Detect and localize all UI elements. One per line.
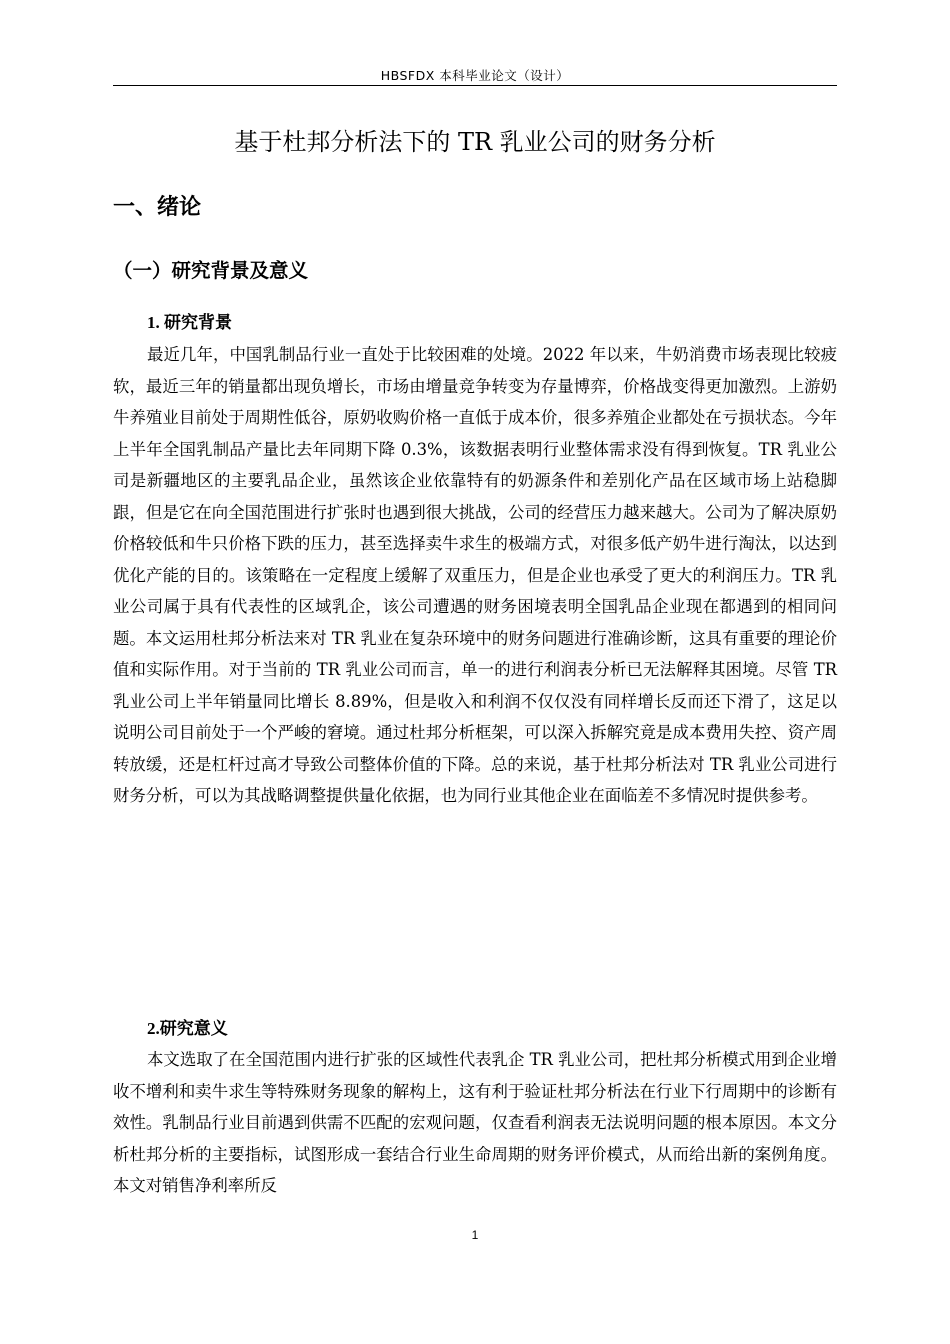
running-header: HBSFDX 本科毕业论文（设计）: [380, 68, 570, 83]
section-heading: 一、绪论: [113, 195, 202, 220]
subsection-heading: （一）研究背景及意义: [113, 259, 309, 282]
document-title: 基于杜邦分析法下的 TR 乳业公司的财务分析: [234, 128, 716, 156]
paragraph-research-background: 最近几年，中国乳制品行业一直处于比较困难的处境。2022 年以来，牛奶消费市场表现比较疲软，最近三年的销量都出现负增长，市场由增量竞争转变为存量博弈，价格战变得更加激烈。上游奶牛养殖业目前处于周期性低谷，原奶收购价格一直低于成本价，很多养殖企业都处在亏损状态。今年上半年全国乳制品产量比去年同期下降 0.3%，该数据表明行业整体需求没有得到恢复。TR 乳业公司是新疆地区的主要乳品企业，虽然该企业依靠特有的奶源条件和差别化产品在区域市场上站稳脚跟，但是它在向全国范围进行扩张时也遇到很大挑战，公司的经营压力越来越大。公司为了解决原奶价格较低和牛只价格下跌的压力，甚至选择卖牛求生的极端方式，对很多低产奶牛进行淘汰，以达到优化产能的目的。该策略在一定程度上缓解了双重压力，但是企业也承受了更大的利润压力。TR 乳业公司属于具有代表性的区域乳企，该公司遭遇的财务困境表明全国乳品企业现在都遇到的相同问题。本文运用杜邦分析法来对 TR 乳业在复杂环境中的财务问题进行准确诊断，这具有重要的理论价值和实际作用。对于当前的 TR 乳业公司而言，单一的进行利润表分析已无法解释其困境。尽管 TR 乳业公司上半年销量同比增长 8.89%，但是收入和利润不仅仅没有同样增长反而还下滑了，这足以说明公司目前处于一个严峻的窘境。通过杜邦分析框架，可以深入拆解究竟是成本费用失控、资产周转放缓，还是杠杆过高才导致公司整体价值的下降。总的来说，基于杜邦分析法对 TR 乳业公司进行财务分析，可以为其战略调整提供量化依据，也为同行业其他企业在面临差不多情况时提供参考。: [113, 345, 837, 805]
header-rule: [113, 85, 837, 86]
page-number: 1: [471, 1228, 479, 1242]
part-heading-research-significance: 2.研究意义: [147, 1019, 228, 1038]
part-heading-research-background: 1. 研究背景: [147, 313, 232, 332]
paragraph-research-significance: 本文选取了在全国范围内进行扩张的区域性代表乳企 TR 乳业公司，把杜邦分析模式用到企业增收不增利和卖牛求生等特殊财务现象的解构上，这有利于验证杜邦分析法在行业下行周期中的诊断有效性。乳制品行业目前遇到供需不匹配的宏观问题，仅查看利润表无法说明问题的根本原因。本文分析杜邦分析的主要指标，试图形成一套结合行业生命周期的财务评价模式，从而给出新的案例角度。本文对销售净利率所反: [113, 1050, 837, 1195]
